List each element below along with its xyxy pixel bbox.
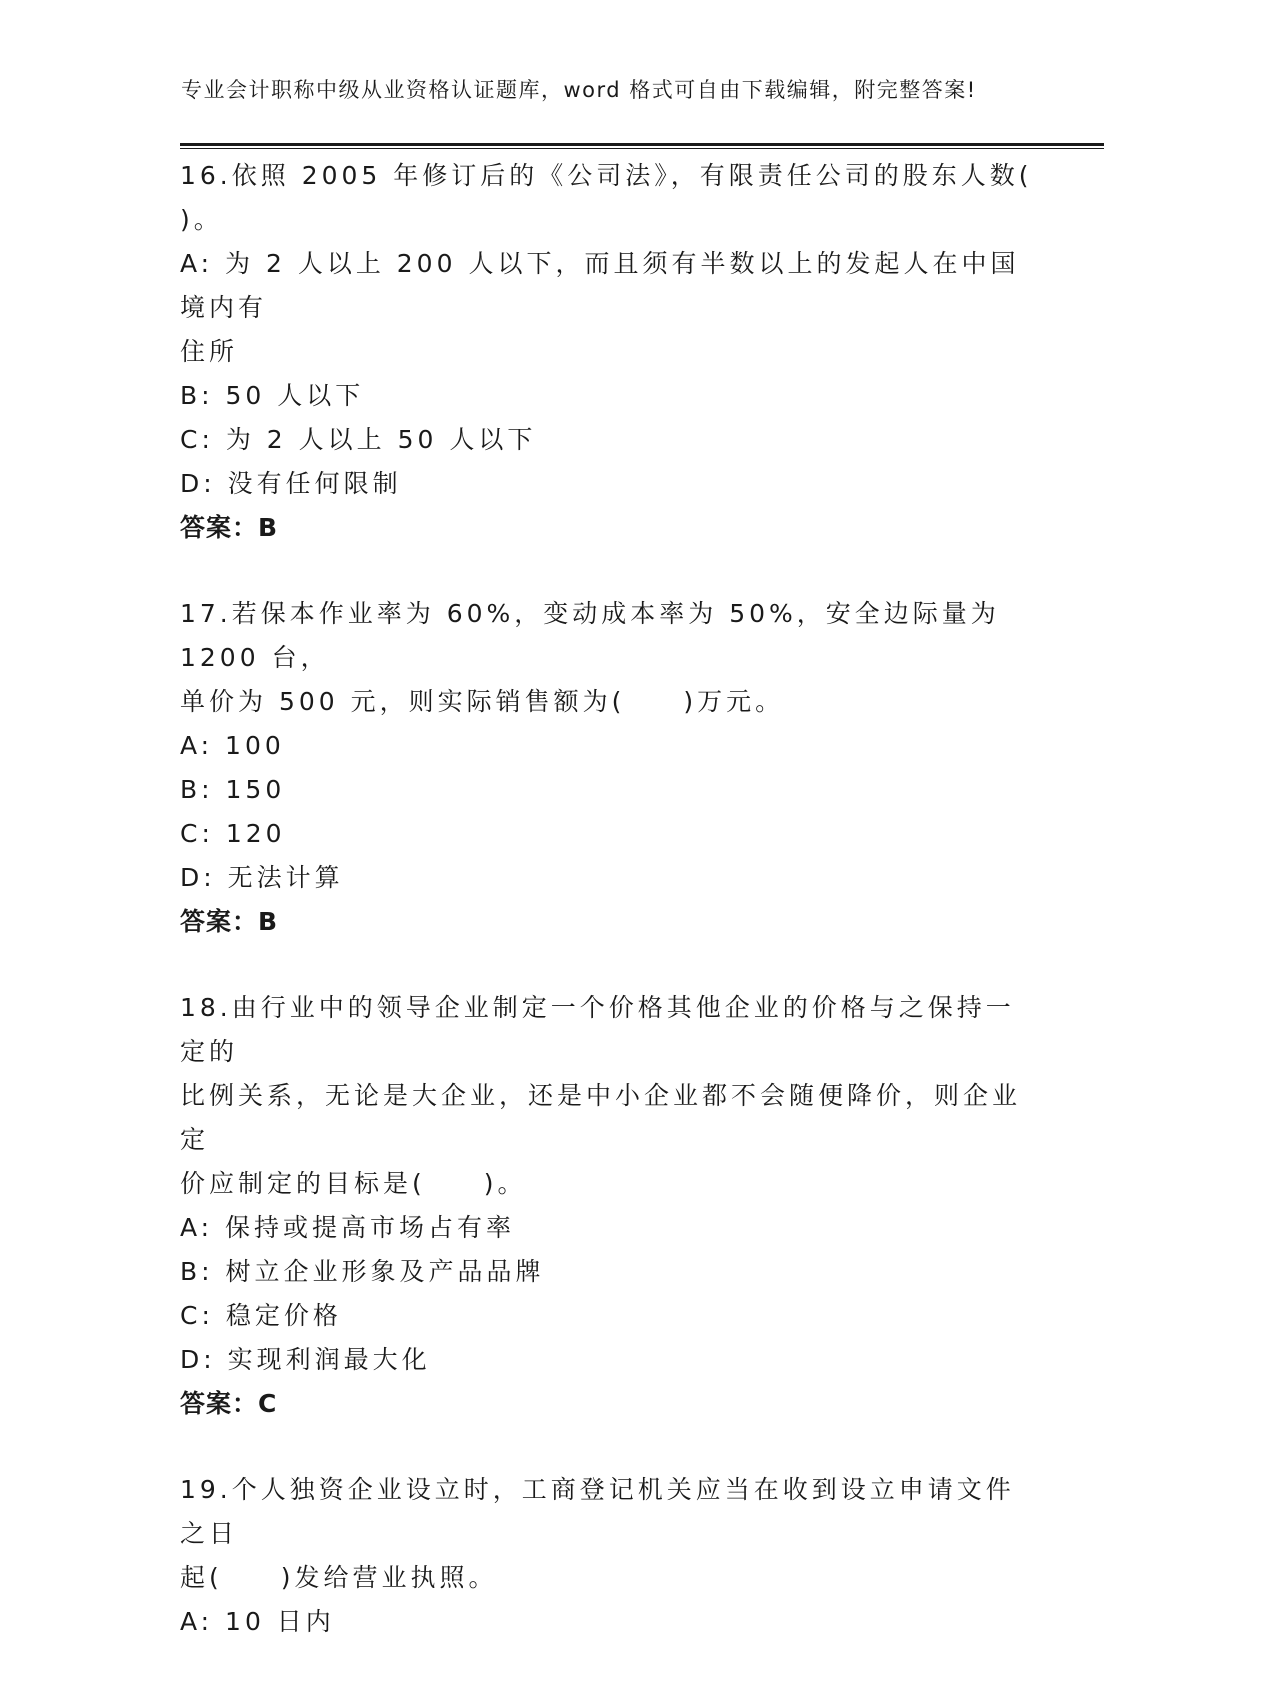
answer-line: 答案：B <box>180 513 279 542</box>
header-divider-thin <box>180 148 1104 149</box>
page-header: 专业会计职称中级从业资格认证题库，word 格式可自由下载编辑，附完整答案! <box>181 78 977 102</box>
question-stem-line: 起( )发给营业执照。 <box>180 1563 498 1592</box>
question-stem-line: 比例关系，无论是大企业，还是中小企业都不会随便降价，则企业定 <box>180 1081 1022 1154</box>
option-d: D: 实现利润最大化 <box>180 1345 431 1374</box>
option-b: B: 树立企业形象及产品品牌 <box>180 1257 545 1286</box>
question-list <box>180 154 1040 1686</box>
answer-line: 答案：B <box>180 907 279 936</box>
option-c: C: 120 <box>180 819 286 848</box>
option-a: A: 100 <box>180 731 285 760</box>
question-19 <box>180 1468 1040 1644</box>
option-a: A: 10 日内 <box>180 1607 335 1636</box>
option-d: D: 没有任何限制 <box>180 469 402 498</box>
option-b: B: 50 人以下 <box>180 381 365 410</box>
question-18 <box>180 986 1040 1426</box>
question-17 <box>180 592 1040 944</box>
option-a: A: 保持或提高市场占有率 <box>180 1213 516 1242</box>
question-stem-line: 16.依照 2005 年修订后的《公司法》，有限责任公司的股东人数( <box>180 161 1033 190</box>
question-stem-line: 单价为 500 元，则实际销售额为( )万元。 <box>180 687 785 716</box>
option-a: A: 为 2 人以上 200 人以下，而且须有半数以上的发起人在中国境内有 <box>180 249 1020 322</box>
option-a-continued: 住所 <box>180 337 239 366</box>
question-stem-line: )。 <box>180 205 223 234</box>
question-stem-line: 19.个人独资企业设立时，工商登记机关应当在收到设立申请文件之日 <box>180 1475 1015 1548</box>
answer-line: 答案：C <box>180 1389 278 1418</box>
question-stem-line: 18.由行业中的领导企业制定一个价格其他企业的价格与之保持一定的 <box>180 993 1015 1066</box>
question-16 <box>180 154 1040 550</box>
header-divider-thick <box>180 143 1104 146</box>
question-stem-line: 17.若保本作业率为 60%，变动成本率为 50%，安全边际量为 1200 台， <box>180 599 1012 672</box>
option-b: B: 150 <box>180 775 286 804</box>
option-d: D: 无法计算 <box>180 863 344 892</box>
option-c: C: 为 2 人以上 50 人以下 <box>180 425 537 454</box>
question-stem-line: 价应制定的目标是( )。 <box>180 1169 527 1198</box>
option-c: C: 稳定价格 <box>180 1301 342 1330</box>
